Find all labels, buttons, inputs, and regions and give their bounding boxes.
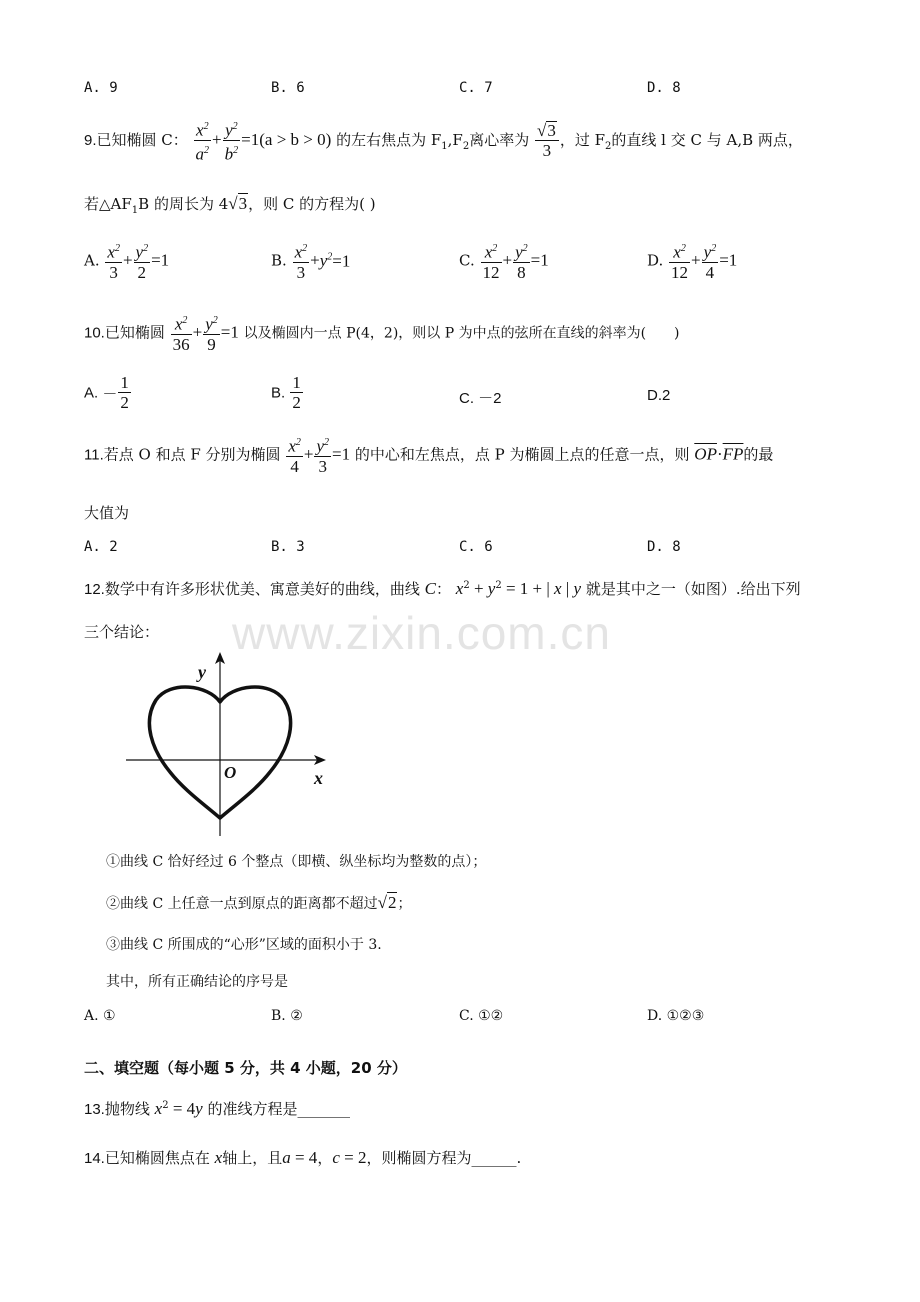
q8-option-d: D. 8 <box>647 80 681 96</box>
q12-number: 12. <box>84 581 105 598</box>
q9-frac-y: $\frac{y^2}{b^2}$ <box>223 118 241 164</box>
q9-option-a: A. $\frac{x^2}{3}$ + $\frac{y^2}{2}$ =1 <box>84 240 169 283</box>
q10-option-a-label: A. <box>84 384 99 402</box>
q10-option-a-sign: － <box>102 386 118 403</box>
q10-text: 以及椭圆内一点 P(4，2)，则以 P 为中点的弦所在直线的斜率为( ) <box>243 325 680 342</box>
q10-option-b-label: B. <box>271 384 286 402</box>
q8-option-c: C. 7 <box>459 80 493 96</box>
q9-option-b-label: B. <box>271 251 287 270</box>
q11-mid: 的中心和左焦点，点 P 为椭圆上点的任意一点，则 <box>354 445 690 464</box>
q10-option-a: A. － $\frac{1}{2}$ <box>84 373 129 412</box>
q9-option-d: D. $\frac{x^2}{12}$ + $\frac{y^2}{4}$ =1 <box>647 240 737 283</box>
q12-line-2: 三个结论： <box>84 623 160 641</box>
q9-text-5: 的直线 l 交 C 与 A,B 两点， <box>611 131 803 150</box>
q12-option-d: D. ①②③ <box>647 1008 705 1024</box>
q12-option-c: C. ①② <box>459 1008 504 1024</box>
q9-line-2: 若$\triangle AF_1B$ 的周长为 4√3，则 C 的方程为( ) <box>84 194 376 216</box>
q10-option-c-value: －2 <box>478 390 502 407</box>
section-2-heading: 二、填空题（每小题 5 分，共 4 小题，20 分） <box>84 1059 407 1077</box>
q14-mid2: ， <box>317 1149 333 1167</box>
q12-post: 就是其中之一（如图）.给出下列 <box>585 580 801 598</box>
q8-option-b: B. 6 <box>271 80 305 96</box>
q11-post: 的最 <box>743 445 774 464</box>
heart-curve-figure <box>120 650 340 840</box>
q11-option-a: A. 2 <box>84 539 118 555</box>
q9-option-b: B. $\frac{x^2}{3}$ $+y^2=1$ <box>271 240 350 283</box>
q11-pre: 若点 O 和点 F 分别为椭圆 <box>103 445 281 464</box>
q10-option-c <box>459 387 502 408</box>
q11-number: 11. <box>84 446 104 464</box>
q11-line-2: 大值为 <box>84 504 130 522</box>
fig-y-label: y <box>198 662 206 682</box>
q9-option-a-label: A. <box>84 251 100 270</box>
q10-option-d-value: 2 <box>662 387 671 404</box>
q10-option-d-label: D. <box>647 387 662 404</box>
q9-option-d-label: D. <box>647 251 664 270</box>
q9-line2-post: ，则 C 的方程为( ) <box>248 195 376 213</box>
q11-option-b: B. 3 <box>271 539 305 555</box>
q9-number: 9. <box>84 132 97 150</box>
q9-condition: 1(a > b > 0) <box>250 130 332 150</box>
question-12: 12.数学中有许多形状优美、寓意美好的曲线，曲线 C： $x^2 + y^2 = 1$ + | x | y 就是其中之一（如图）.给出下列 <box>84 579 801 598</box>
q14-number: 14. <box>84 1150 105 1167</box>
q12-conclusion-2-text: ②曲线 C 上任意一点到原点的距离都不超过 <box>106 896 378 912</box>
q14-mid1: 轴上，且 <box>222 1149 283 1167</box>
question-14: 14.已知椭圆焦点在 x轴上，且a = 4，c = 2，则椭圆方程为______. <box>84 1148 522 1167</box>
q9-line2-pre: 若△AF <box>84 195 132 213</box>
q10-number: 10. <box>84 324 105 342</box>
q12-option-b: B. ② <box>271 1008 303 1024</box>
q12-conclusion-1: ①曲线 C 恰好经过 6 个整点（即横、纵坐标均为整数的点）； <box>106 854 487 870</box>
q9-text-1: 的左右焦点为 F <box>336 131 442 150</box>
q13-post: 的准线方程是_______ <box>207 1100 351 1118</box>
watermark: www.zixin.com.cn <box>232 607 611 659</box>
q12-pre: 数学中有许多形状优美、寓意美好的曲线，曲线 <box>104 580 420 598</box>
q12-conclusion-2: ②曲线 C 上任意一点到原点的距离都不超过√2； <box>106 893 412 912</box>
q9-text-2: ,F <box>447 131 463 150</box>
q10-pre: 已知椭圆 <box>104 323 165 342</box>
q9-option-c: C. $\frac{x^2}{12}$ + $\frac{y^2}{8}$ =1 <box>459 240 549 283</box>
question-13: 13.抛物线 $x^2 = 4y$ 的准线方程是_______ <box>84 1099 351 1118</box>
question-10: 10.已知椭圆 $\frac{x^2}{36}$ + $\frac{y^2}{9}$ =1 以及椭圆内一点 P(4，2)，则以 P 为中点的弦所在直线的斜率为( ) <box>84 312 680 355</box>
q9-frac-x: $\frac{x^2}{a^2}$ <box>194 118 212 164</box>
q14-pre: 已知椭圆焦点在 <box>104 1149 210 1167</box>
q10-option-d <box>647 387 670 404</box>
q9-line2-mid: B 的周长为 4 <box>138 195 229 213</box>
q9-eccentricity: $\frac{√3}{3}$ <box>535 121 559 161</box>
q12-option-a: A. ① <box>84 1008 116 1024</box>
q11-option-d: D. 8 <box>647 539 681 555</box>
q9-text-3: 离心率为 <box>469 131 530 150</box>
fig-origin-label: O <box>224 763 237 782</box>
q14-post: ，则椭圆方程为______. <box>366 1149 522 1167</box>
q11-option-c: C. 6 <box>459 539 493 555</box>
question-11: 11.若点 O 和点 F 分别为椭圆 $\frac{x^2}{4}$ + $\frac{y^2}{3}$ =1 的中心和左焦点，点 P 为椭圆上点的任意一点，则 $\overline{OP}\cdot\overline{FP}$的最 <box>84 434 773 477</box>
q13-number: 13. <box>84 1101 105 1118</box>
q9-option-c-label: C. <box>459 251 475 270</box>
q9-text-4: ，过 F <box>559 131 606 150</box>
q12-conclusion-3: ③曲线 C 所围成的“心形”区域的面积小于 3. <box>106 937 382 953</box>
fig-x-label: x <box>314 768 323 788</box>
q10-option-b: B. $\frac{1}{2}$ <box>271 373 301 412</box>
q8-option-a: A. 9 <box>84 80 118 96</box>
question-9: 9.已知椭圆 C： $\frac{x^2}{a^2}$ + $\frac{y^2}{b^2}$ =1(a > b > 0) 的左右焦点为 $F_1,F_2$离心率为 $\frac{√3}{3}$ ，过 $F_2$的直线 l 交 C 与 A,B 两点， <box>84 118 803 164</box>
q10-option-c-label: C. <box>459 390 474 407</box>
q9-text: 已知椭圆 C： <box>96 131 188 150</box>
q13-pre: 抛物线 <box>104 1100 150 1118</box>
q12-ask: 其中，所有正确结论的序号是 <box>106 974 288 990</box>
